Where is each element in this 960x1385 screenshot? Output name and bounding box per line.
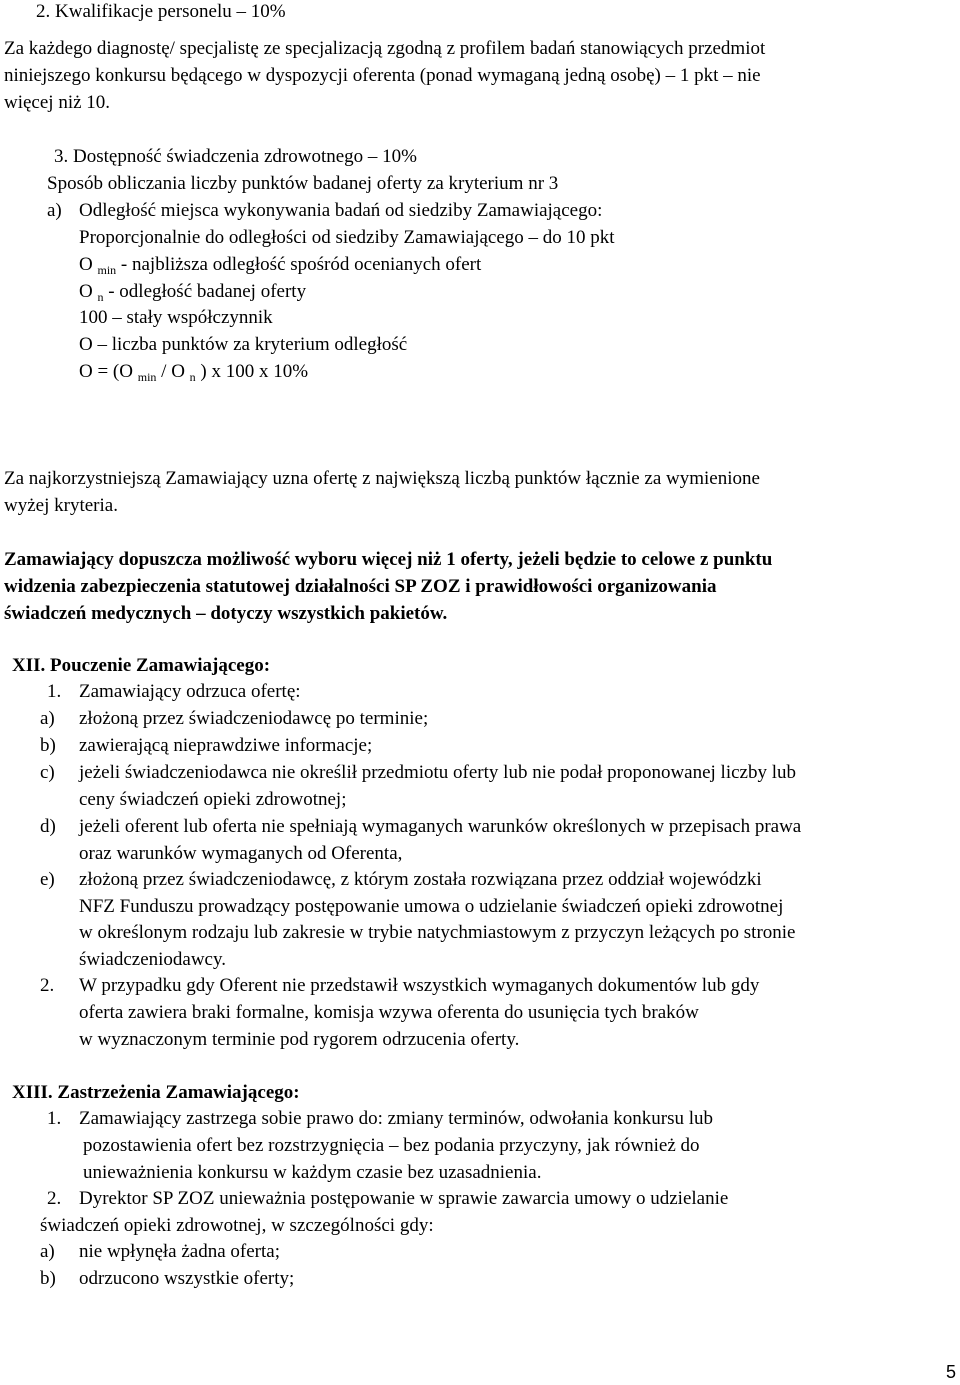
xiii-item-b-text: odrzucono wszystkie oferty; <box>79 1268 295 1289</box>
section-3-item-a-text: Odległość miejsca wykonywania badań od siedziby Zamawiającego: <box>79 200 603 221</box>
xii-item-a-text: złożoną przez świadczeniodawcę po terminie; <box>79 708 429 729</box>
section-3-on-definition <box>79 281 306 308</box>
on-text: - odległość badanej oferty <box>103 281 307 302</box>
xii-item-e-marker: e) <box>40 869 55 890</box>
section-2-text-line-2: niniejszego konkursu będącego w dyspozycji oferenta (ponad wymaganą jedną osobę) – 1 pkt – nie <box>4 65 761 86</box>
xiii-point-2-number: 2. <box>47 1188 62 1209</box>
section-2-heading: 2. Kwalifikacje personelu – 10% <box>36 1 286 22</box>
section-3-o-definition: O – liczba punktów za kryterium odległość <box>79 334 408 355</box>
section-2-text-line-1: Za każdego diagnostę/ specjalistę ze specjalizacją zgodną z profilem badań stanowiących przedmiot <box>4 38 766 59</box>
formula-subscript-min: min <box>137 370 157 384</box>
note-line-2: widzenia zabezpieczenia statutowej działalności SP ZOZ i prawidłowości organizowania <box>4 576 717 597</box>
section-xii-heading: XII. Pouczenie Zamawiającego: <box>12 655 271 676</box>
omin-subscript: min <box>97 263 117 277</box>
xii-item-c-line-1: jeżeli świadczeniodawca nie określił przedmiotu oferty lub nie podał proponowanej liczby lub <box>79 762 797 783</box>
section-3-method: Sposób obliczania liczby punktów badanej oferty za kryterium nr 3 <box>47 173 559 194</box>
xii-point-2-number: 2. <box>40 975 55 996</box>
xii-point-2-line-3: w wyznaczonym terminie pod rygorem odrzucenia oferty. <box>79 1029 520 1050</box>
xiii-item-a-text: nie wpłynęła żadna oferta; <box>79 1241 280 1262</box>
xii-point-1-number: 1. <box>47 681 62 702</box>
xii-item-e-line-1: złożoną przez świadczeniodawcę, z którym została rozwiązana przez oddział wojewódzki <box>79 869 762 890</box>
xiii-point-2-line-2: świadczeń opieki zdrowotnej, w szczególności gdy: <box>40 1215 434 1236</box>
formula-subscript-n: n <box>189 370 196 384</box>
xii-item-c-line-2: ceny świadczeń opieki zdrowotnej; <box>79 789 347 810</box>
omin-symbol: O <box>79 254 93 275</box>
summary-line-1: Za najkorzystniejszą Zamawiający uzna ofertę z największą liczbą punktów łącznie za wymienione <box>4 468 760 489</box>
xiii-item-a-marker: a) <box>40 1241 55 1262</box>
xii-item-d-marker: d) <box>40 816 56 837</box>
section-3-heading: 3. Dostępność świadczenia zdrowotnego – 10% <box>54 146 418 167</box>
xiii-point-1-line-3: unieważnienia konkursu w każdym czasie bez uzasadnienia. <box>83 1162 542 1183</box>
omin-text: - najbliższa odległość spośród ocenianych ofert <box>116 254 482 275</box>
section-3-constant: 100 – stały współczynnik <box>79 307 273 328</box>
section-2-text-line-3: więcej niż 10. <box>4 92 111 113</box>
xiii-point-1-line-2: pozostawienia ofert bez rozstrzygnięcia – bez podania przyczyny, jak również do <box>83 1135 700 1156</box>
note-line-3: świadczeń medycznych – dotyczy wszystkich pakietów. <box>4 603 448 624</box>
xii-item-c-marker: c) <box>40 762 55 783</box>
on-symbol: O <box>79 281 93 302</box>
formula-part-1: O = (O <box>79 361 138 382</box>
page-number: 5 <box>946 1362 957 1382</box>
xii-point-2-line-2: oferta zawiera braki formalne, komisja wzywa oferenta do usunięcia tych braków <box>79 1002 699 1023</box>
section-3-proportional: Proporcjonalnie do odległości od siedziby Zamawiającego – do 10 pkt <box>79 227 615 248</box>
xii-item-d-line-1: jeżeli oferent lub oferta nie spełniają wymaganych warunków określonych w przepisach prawa <box>79 816 802 837</box>
xiii-point-1-line-1: Zamawiający zastrzega sobie prawo do: zmiany terminów, odwołania konkursu lub <box>79 1108 714 1129</box>
xii-item-a-marker: a) <box>40 708 55 729</box>
formula-part-2: / O <box>156 361 190 382</box>
section-3-item-a-marker: a) <box>47 200 62 221</box>
xii-item-e-line-2: NFZ Funduszu prowadzący postępowanie umowa o udzielanie świadczeń opieki zdrowotnej <box>79 896 784 917</box>
xiii-item-b-marker: b) <box>40 1268 56 1289</box>
xii-item-b-text: zawierającą nieprawdziwe informacje; <box>79 735 373 756</box>
xiii-point-2-line-1: Dyrektor SP ZOZ unieważnia postępowanie w sprawie zawarcia umowy o udzielanie <box>79 1188 729 1209</box>
section-3-formula <box>79 361 308 388</box>
xii-item-b-marker: b) <box>40 735 56 756</box>
xii-point-2-line-1: W przypadku gdy Oferent nie przedstawił wszystkich wymaganych dokumentów lub gdy <box>79 975 760 996</box>
section-xiii-heading: XIII. Zastrzeżenia Zamawiającego: <box>12 1082 300 1103</box>
on-subscript: n <box>97 290 104 304</box>
formula-part-3: ) x 100 x 10% <box>195 361 309 382</box>
xii-item-e-line-4: świadczeniodawcy. <box>79 949 227 970</box>
section-3-omin-definition <box>79 254 481 281</box>
xii-item-e-line-3: w określonym rodzaju lub zakresie w trybie natychmiastowym z przyczyn leżących po stronie <box>79 922 796 943</box>
xii-item-d-line-2: oraz warunków wymaganych od Oferenta, <box>79 843 403 864</box>
note-line-1: Zamawiający dopuszcza możliwość wyboru więcej niż 1 oferty, jeżeli będzie to celowe z punktu <box>4 549 773 570</box>
xii-point-1-text: Zamawiający odrzuca ofertę: <box>79 681 301 702</box>
xiii-point-1-number: 1. <box>47 1108 62 1129</box>
summary-line-2: wyżej kryteria. <box>4 495 118 516</box>
